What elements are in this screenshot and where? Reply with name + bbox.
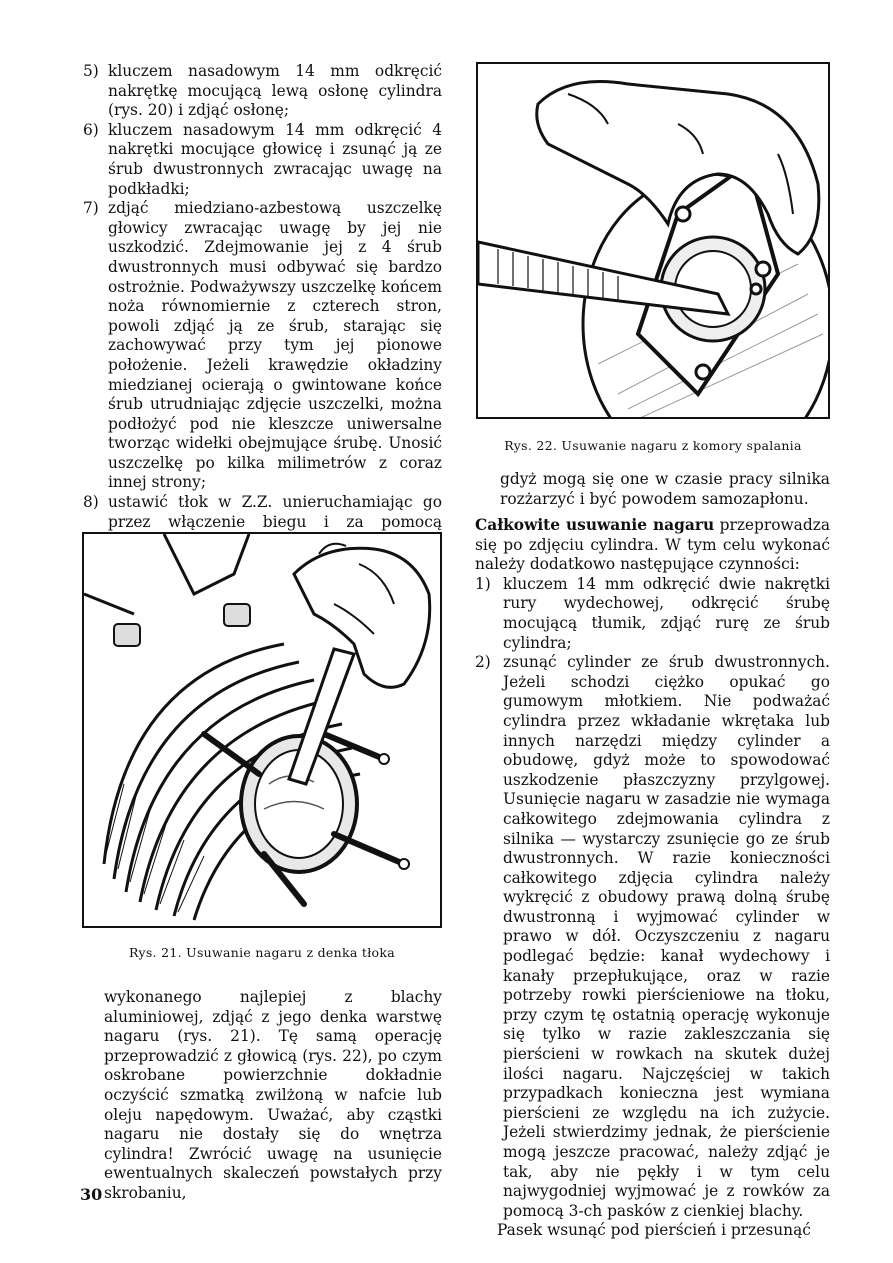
list-text: zdjąć miedziano-azbestową uszczelkę głowicy zwracając uwagę by jej nie uszkodzić. Zdejmowanie jej z 4 śrub dwustronnych musi odbywać się bardzo ostrożnie. Podważywszy uszczelkę końcem noża równomiernie z czterech stron, powoli zdjąć ją ze śrub, starając się zachowywać przy tym jej pionowe położenie. Jeżeli krawędzie okładziny miedzianej ocierają o gwintowane końce śrub utrudniając zdjęcie uszczelki, można podłożyć pod nie kleszcze uniwersalne tworząc widełki obejmujące śrubę. Unosić uszczelkę po kilka milimetrów z coraz innej strony; — [108, 199, 442, 492]
piston-cleaning-drawing — [84, 534, 440, 926]
list-item — [80, 121, 442, 199]
left-column-bottom-paragraph: wykonanego najlepiej z blachy aluminiowej, zdjąć z jego denka warstwę nagaru (rys. 21). Tę samą operację przeprowadzić z głowicą (rys. 22), po czym oskrobane powierzchnie dokładnie oczyścić szmatką zwilżoną w nafcie lub oleju napędowym. Uważać, aby cząstki nagaru nie dostały się do wnętrza cylindra! Zwrócić uwagę na usunięcie ewentualnych skaleczeń powstałych przy skrobaniu, — [104, 988, 442, 1202]
list-item — [80, 199, 442, 493]
list-number: 5) — [83, 62, 99, 80]
paragraph-text: przeprowadza się po zdjęciu cylindra. W tym celu wykonać należy dodatkowo następujące czynności: — [475, 516, 830, 574]
list-number: 1) — [475, 574, 491, 593]
list-text: kluczem nasadowym 14 mm odkręcić nakrętkę mocującą lewą osłonę cylindra (rys. 20) i zdjąć osłonę; — [108, 62, 442, 120]
bold-heading: Całkowite usuwanie nagaru — [475, 516, 715, 534]
right-column-main — [475, 516, 830, 1241]
page-number: 30 — [80, 1185, 103, 1204]
right-paragraph-1: gdyż mogą się one w czasie pracy silnika rozżarzyć i być powodem samozapłonu. — [500, 470, 830, 508]
list-number: 7) — [83, 199, 99, 218]
list-text: kluczem 14 mm odkręcić dwie nakrętki rury wydechowej, odkręcić śrubę mocującą tłumik, zdjąć rurę ze śrub cylindra; — [503, 574, 830, 652]
figure-21-caption: Rys. 21. Usuwanie nagaru z denka tłoka — [128, 945, 396, 960]
figure-21-illustration — [82, 532, 442, 928]
figure-22-caption: Rys. 22. Usuwanie nagaru z komory spalania — [504, 438, 802, 453]
list-item — [80, 62, 442, 121]
figure-22-illustration — [476, 62, 830, 419]
head-cleaning-drawing — [478, 64, 828, 417]
list-item — [475, 575, 830, 653]
list-number: 8) — [83, 493, 99, 512]
list-text: kluczem nasadowym 14 mm odkręcić 4 nakrętki mocujące głowicę i zsunąć ją ze śrub dwustronnych zwracając uwagę na podkładki; — [108, 120, 442, 198]
list-number: 6) — [83, 120, 99, 139]
list-text: zsunąć cylinder ze śrub dwustronnych. Jeżeli schodzi ciężko opukać go gumowym młotkiem. Nie podważać cylindra przez wkładanie wkrętaka lub innych narzędzi między cylinder a obudowę, gdyż może to spowodować uszkodzenie płaszczyzny przylgowej. Usunięcie nagaru w zasadzie nie wymaga całkowitego zdejmowania cylindra z silnika — wystarczy zsunięcie go ze śrub dwustronnych. W razie konieczności całkowitego zdjęcia cylindra należy wykręcić z obudowy prawą dolną śrubę dwustronną i wyjmować cylinder w prawo w dół. Oczyszczeniu z nagaru podlegać będzie: kanał wydechowy i kanały przepłukujące, oraz w razie potrzeby rowki pierścieniowe na tłoku, przy czym tę ostatnią operację wykonuje się tylko w razie zakleszczania się pierścieni w rowkach na skutek dużej ilości nagaru. Najczęściej w takich przypadkach konieczna jest wymiana pierścieni ze względu na ich zużycie. Jeżeli stwierdzimy jednak, że pierścienie mogą jeszcze pracować, należy zdjąć je tak, aby nie pękły i w tym celu najwygodniej wyjmować je z rowków za pomocą 3-ch pasków z cienkiej blachy. — [503, 653, 830, 1220]
list-number: 2) — [475, 653, 491, 672]
right-last-line: Pasek wsunąć pod pierścień i przesunąć — [497, 1221, 811, 1240]
list-text: ustawić tłok w Z.Z. unieruchamiając go przez włączenie biegu i za pomocą — [108, 493, 442, 531]
list-item — [475, 653, 830, 1221]
right-paragraph-2 — [475, 516, 830, 575]
left-column-top — [80, 62, 442, 552]
